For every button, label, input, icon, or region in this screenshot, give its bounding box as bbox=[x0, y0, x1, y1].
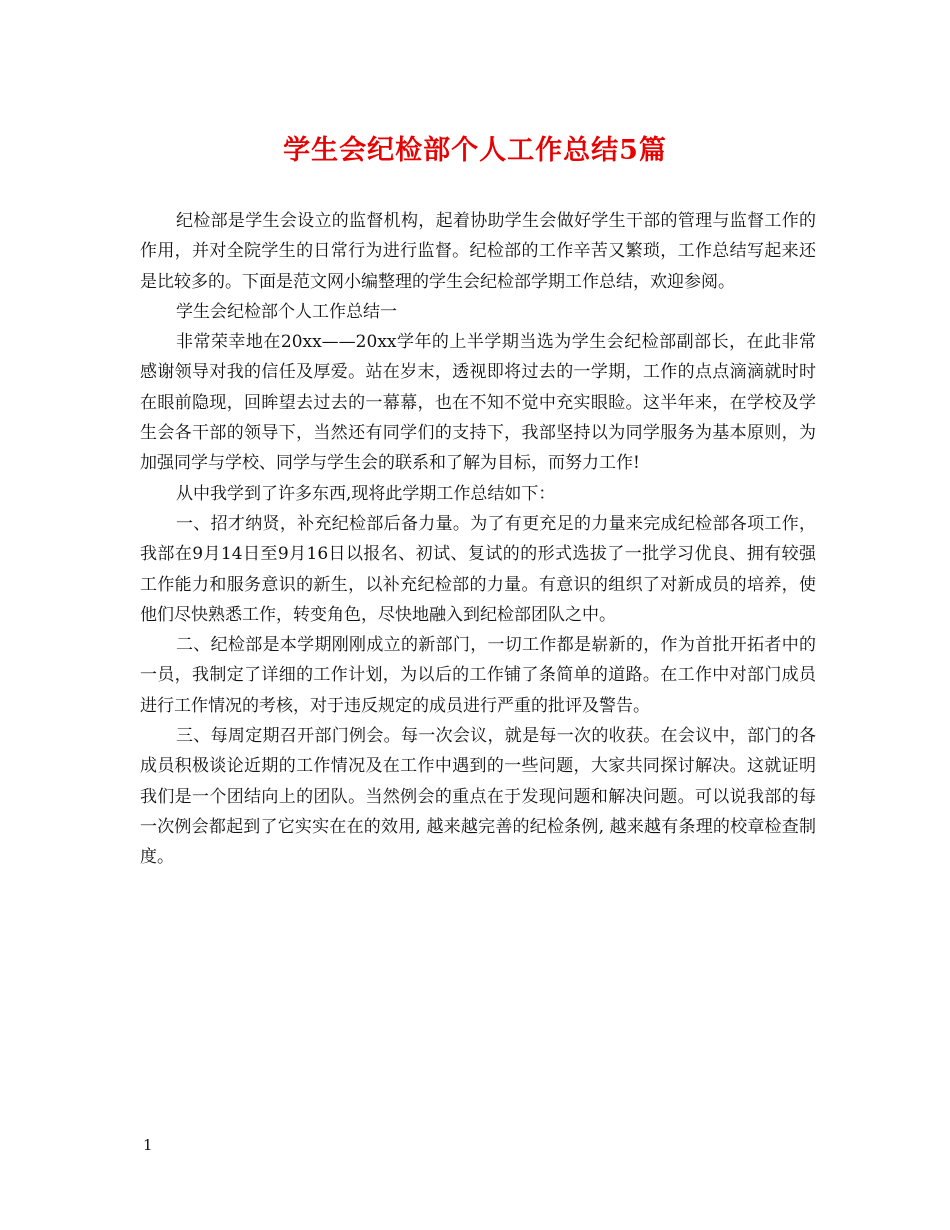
paragraph-point-two: 二、纪检部是本学期刚刚成立的新部门，一切工作都是崭新的，作为首批开拓者中的一员，我制定了详细的工作计划，为以后的工作铺了条简单的道路。在工作中对部门成员进行工作情况的考核，对于违反规定的成员进行严重的批评及警告。 bbox=[140, 635, 816, 716]
page-number: 1 bbox=[143, 1136, 153, 1154]
document-title: 学生会纪检部个人工作总结5篇 bbox=[283, 135, 667, 166]
paragraph-point-three: 三、每周定期召开部门例会。每一次会议，就是每一次的收获。在会议中，部门的各成员积极谈论近期的工作情况及在工作中遇到的一些问题，大家共同探讨解决。这就证明我们是一个团结向上的团队。当然例会的重点在于发现问题和解决问题。可以说我部的每一次例会都起到了它实实在在的效用, 越来越完善的纪检条例, 越来越有条理的校章检查制度。 bbox=[140, 726, 816, 868]
paragraph-intro: 纪检部是学生会设立的监督机构，起着协助学生会做好学生干部的管理与监督工作的作用，并对全院学生的日常行为进行监督。纪检部的工作辛苦又繁琐，工作总结写起来还是比较多的。下面是范文网小编整理的学生会纪检部学期工作总结，欢迎参阅。 bbox=[140, 211, 816, 292]
paragraph-opening: 非常荣幸地在20xx——20xx学年的上半学期当选为学生会纪检部副部长，在此非常感谢领导对我的信任及厚爱。站在岁末，透视即将过去的一学期，工作的点点滴滴就时时在眼前隐现，回眸望去过去的一幕幕，也在不知不觉中充实眼睑。这半年来，在学校及学生会各干部的领导下，当然还有同学们的支持下，我部坚持以为同学服务为基本原则，为加强同学与学校、同学与学生会的联系和了解为目标，而努力工作! bbox=[140, 332, 816, 474]
document-body bbox=[140, 206, 816, 873]
paragraph-summary-lead: 从中我学到了许多东西,现将此学期工作总结如下： bbox=[176, 483, 556, 504]
section-heading: 学生会纪检部个人工作总结一 bbox=[176, 301, 397, 322]
paragraph-point-one: 一、招才纳贤，补充纪检部后备力量。为了有更充足的力量来完成纪检部各项工作，我部在9月14日至9月16日以报名、初试、复试的的形式选拔了一批学习优良、拥有较强工作能力和服务意识的新生，以补充纪检部的力量。有意识的组织了对新成员的培养，使他们尽快熟悉工作，转变角色，尽快地融入到纪检部团队之中。 bbox=[140, 513, 816, 625]
